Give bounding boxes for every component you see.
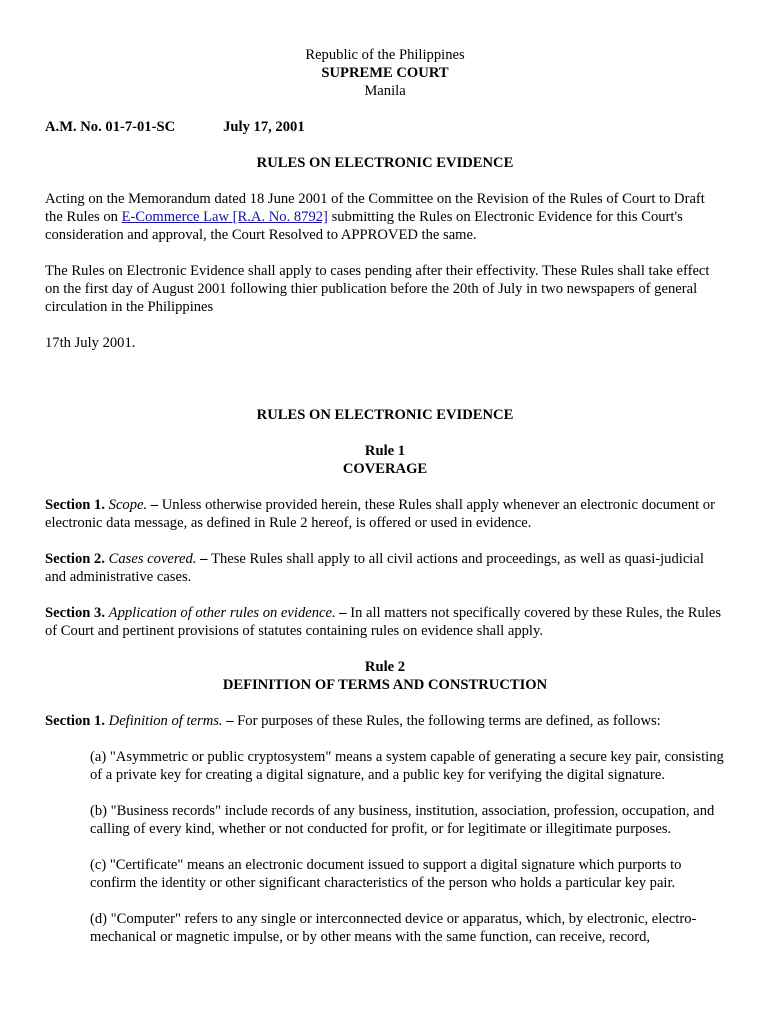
section-label: Section 3.	[45, 605, 105, 621]
section-title: Cases covered.	[108, 551, 197, 567]
section-label: Section 1.	[45, 497, 105, 513]
header-court: SUPREME COURT	[321, 65, 449, 81]
rule-1-name: COVERAGE	[342, 461, 428, 477]
intro-paragraph-1	[45, 190, 725, 244]
header-city: Manila	[364, 83, 406, 99]
definition-b: (b) "Business records" include records of any business, institution, association, profession, occupation, and calling of every kind, whether or not conducted for profit, or for legitimate or illegitimate purposes.	[90, 803, 715, 837]
section-label: Section 1.	[45, 713, 105, 729]
rule-1-section-2	[45, 550, 725, 586]
rule-2-heading	[45, 658, 725, 694]
section-spacer	[45, 370, 725, 406]
case-reference	[45, 118, 725, 136]
rule-1-heading	[45, 442, 725, 478]
section-title: Application of other rules on evidence.	[108, 605, 336, 621]
intro-p1-after: submitting the Rules on Electronic Evidence for this Court's consideration and approval, the Court Resolved to APPROVED the same.	[45, 209, 683, 243]
header-republic: Republic of the Philippines	[305, 47, 465, 63]
rule-2-name: DEFINITION OF TERMS AND CONSTRUCTION	[222, 677, 548, 693]
section-dash: –	[335, 605, 351, 621]
rule-1-section-3	[45, 604, 725, 640]
section-dash: –	[222, 713, 238, 729]
section-text: Unless otherwise provided herein, these Rules shall apply whenever an electronic document or electronic data message, as defined in Rule 2 hereof, is offered or used in evidence.	[45, 497, 715, 531]
section-text: These Rules shall apply to all civil actions and proceedings, as well as quasi-judicial and administrative cases.	[45, 551, 704, 585]
case-date: July 17, 2001	[223, 119, 305, 135]
rule-1-number: Rule 1	[364, 443, 406, 459]
section-title: Definition of terms.	[108, 713, 223, 729]
rules-title: RULES ON ELECTRONIC EVIDENCE	[256, 407, 514, 423]
definition-d: (d) "Computer" refers to any single or interconnected device or apparatus, which, by electronic, electro-mechanical or magnetic impulse, or by other means with the same function, can receive, record,	[90, 911, 697, 945]
ecommerce-law-link[interactable]: E-Commerce Law [R.A. No. 8792]	[121, 209, 328, 225]
section-dash: –	[147, 497, 162, 513]
definition-a: (a) "Asymmetric or public cryptosystem" means a system capable of generating a secure key pair, consisting of a private key for creating a digital signature, and a public key for verifying the digital signature.	[90, 749, 724, 783]
section-dash: –	[196, 551, 212, 567]
intro-paragraph-2: The Rules on Electronic Evidence shall apply to cases pending after their effectivity. These Rules shall take effect on the first day of August 2001 following thier publication before the 20th of July in two newspapers of general circulation in the Philippines	[45, 263, 710, 315]
section-text: For purposes of these Rules, the following terms are defined, as follows:	[237, 713, 661, 729]
section-label: Section 2.	[45, 551, 105, 567]
section-text: In all matters not specifically covered by these Rules, the Rules of Court and pertinent provisions of statutes containing rules on evidence shall apply.	[45, 605, 722, 639]
intro-p1-before: Acting on the Memorandum dated 18 June 2001 of the Committee on the Revision of the Rules of Court to Draft the Rules on	[45, 191, 705, 225]
rule-2-number: Rule 2	[364, 659, 406, 675]
document-body	[45, 46, 725, 946]
resolution-title: RULES ON ELECTRONIC EVIDENCE	[256, 155, 514, 171]
case-number: A.M. No. 01-7-01-SC	[45, 119, 176, 135]
section-title: Scope.	[108, 497, 148, 513]
court-header	[45, 46, 725, 100]
resolution-date: 17th July 2001.	[45, 335, 136, 351]
rule-1-section-1	[45, 496, 725, 532]
definition-c: (c) "Certificate" means an electronic document issued to support a digital signature which purports to confirm the identity or other significant characteristics of the person who holds a particular key pair.	[90, 857, 682, 891]
rule-2-section-1	[45, 712, 725, 730]
